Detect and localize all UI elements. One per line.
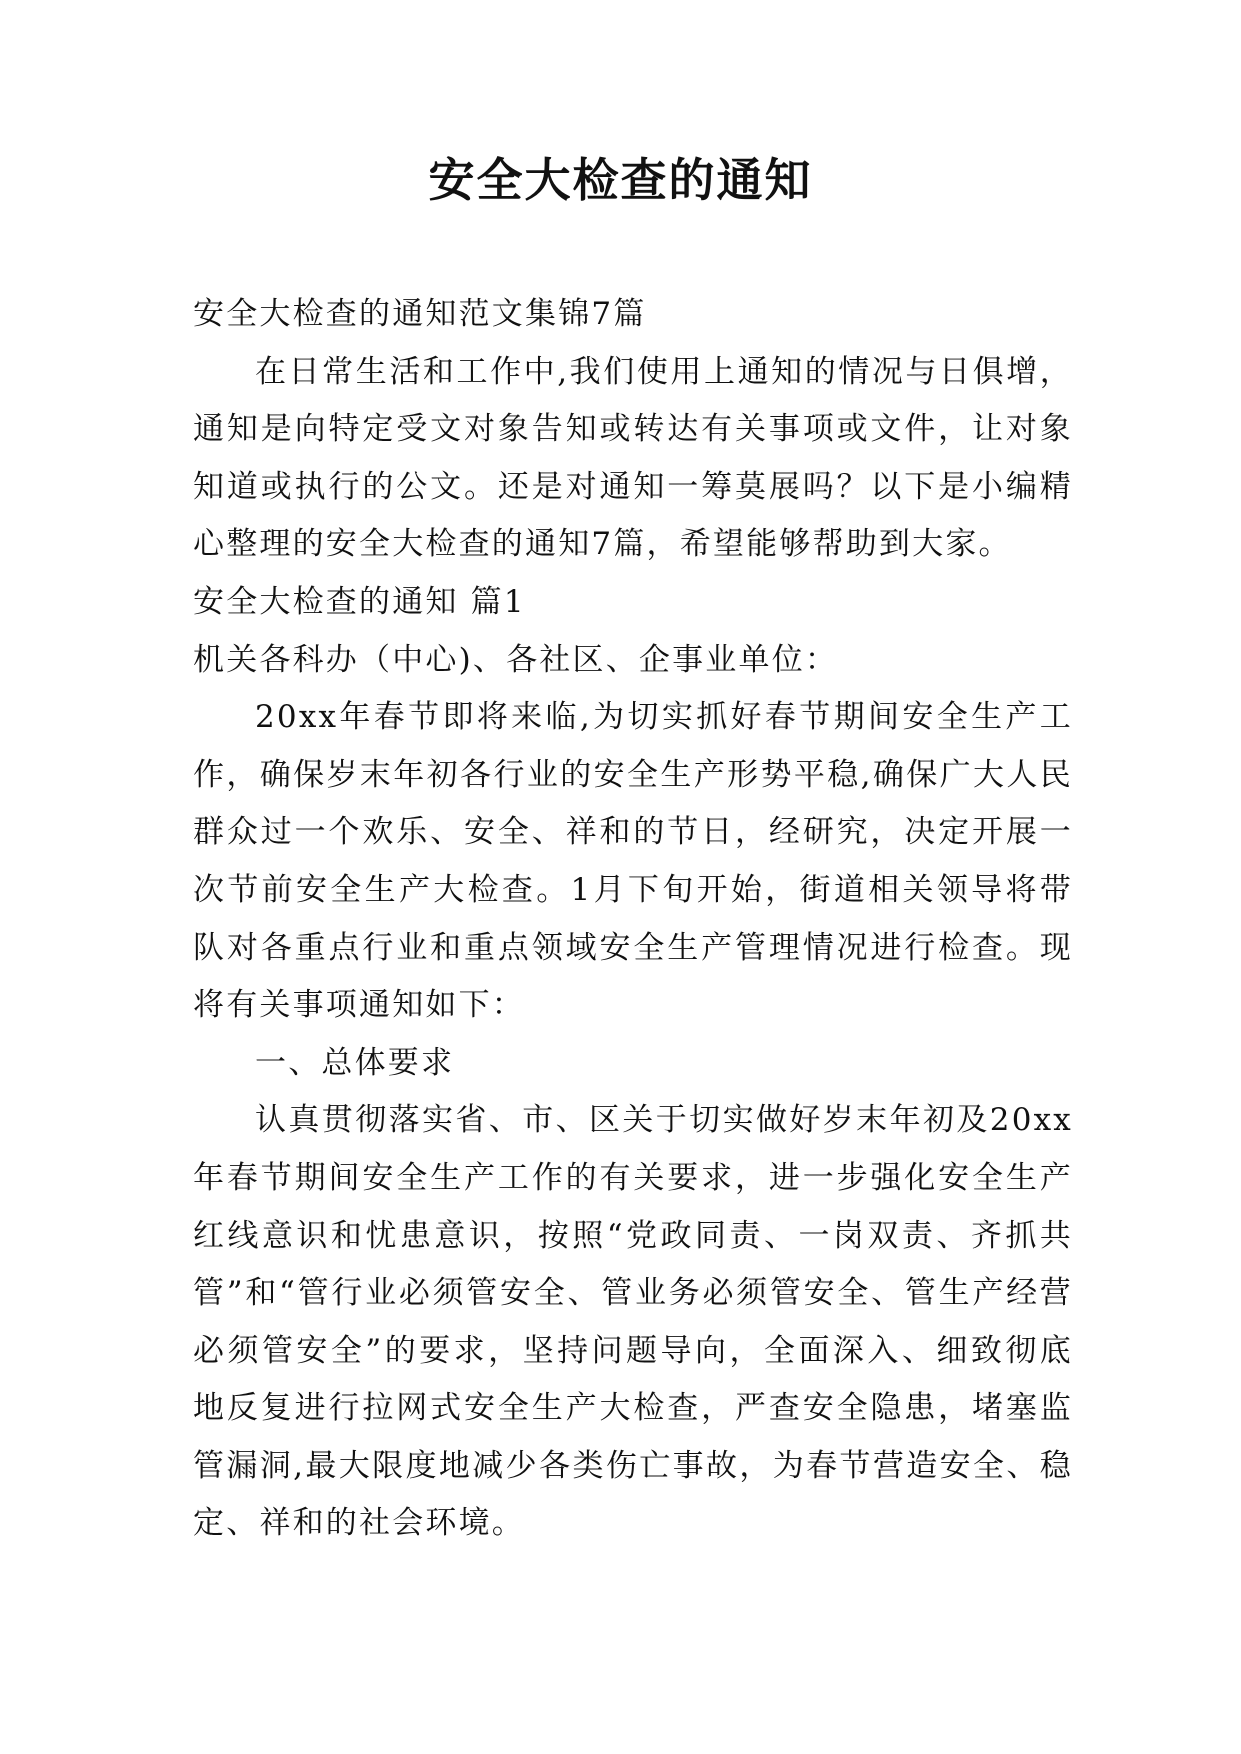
intro-paragraph: 在日常生活和工作中,我们使用上通知的情况与日俱增，通知是向特定受文对象告知或转达有关事项或文件，让对象知道或执行的公文。还是对通知一筹莫展吗？以下是小编精心整理的安全大检查的通知7篇，希望能够帮助到大家。	[193, 353, 1073, 563]
collection-subtitle: 安全大检查的通知范文集锦7篇	[193, 296, 647, 332]
document-body	[193, 286, 1073, 1553]
subsection-heading: 一、总体要求	[255, 1044, 455, 1081]
salutation: 机关各科办（中心)、各社区、企事业单位：	[193, 641, 839, 678]
requirements-paragraph: 认真贯彻落实省、市、区关于切实做好岁末年初及20xx年春节期间安全生产工作的有关要求，进一步强化安全生产红线意识和忧患意识，按照“党政同责、一岗双责、齐抓共管”和“管行业必须管安全、管业务必须管安全、管生产经营必须管安全”的要求，坚持问题导向，全面深入、细致彻底地反复进行拉网式安全生产大检查，严查安全隐患，堵塞监管漏洞,最大限度地减少各类伤亡事故，为春节营造安全、稳定、祥和的社会环境。	[193, 1102, 1073, 1542]
notice-paragraph: 20xx年春节即将来临,为切实抓好春节期间安全生产工作，确保岁末年初各行业的安全生产形势平稳,确保广大人民群众过一个欢乐、安全、祥和的节日，经研究，决定开展一次节前安全生产大检查。1月下旬开始，街道相关领导将带队对各重点行业和重点领域安全生产管理情况进行检查。现将有关事项通知如下：	[193, 699, 1073, 1024]
document-title: 安全大检查的通知	[428, 153, 813, 207]
section-heading: 安全大检查的通知 篇1	[193, 583, 526, 620]
